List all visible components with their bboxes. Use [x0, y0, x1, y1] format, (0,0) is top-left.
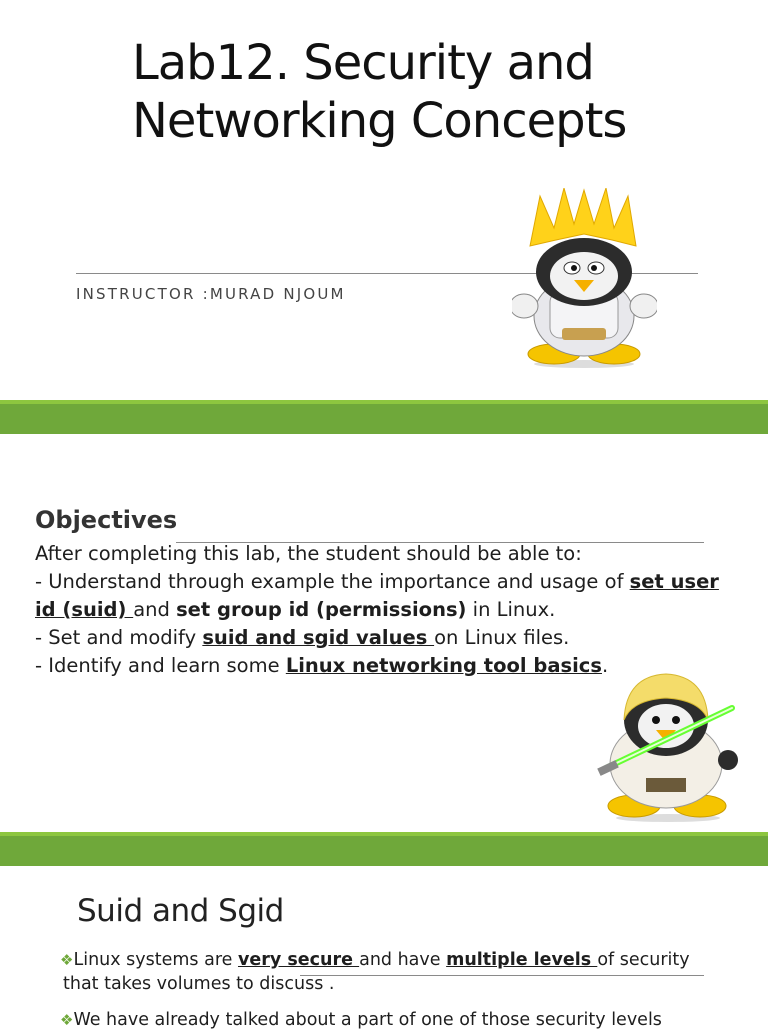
text: in Linux.: [466, 598, 556, 621]
emphasis-text: Linux networking tool basics: [285, 654, 602, 677]
divider: [300, 975, 704, 976]
bullet-item-2: [60, 1008, 662, 1032]
slide-separator-band: [0, 832, 768, 866]
text: .: [601, 654, 609, 677]
title-line-2: Networking Concepts: [132, 93, 627, 149]
emphasis-text: multiple levels: [446, 950, 598, 970]
bullet-item-1-continuation: that takes volumes to discuss .: [63, 974, 335, 994]
objective-line-4: [35, 652, 608, 680]
emphasis-text: set user: [629, 570, 719, 593]
bold-text: set group id (permissions): [176, 598, 467, 621]
super-saiyan-penguin-image: [512, 188, 657, 368]
text: - Understand through example the importance and usage of: [35, 570, 630, 593]
suid-sgid-heading: Suid and Sgid: [77, 893, 284, 929]
text: on Linux files.: [434, 626, 570, 649]
objective-line-2: [35, 596, 555, 624]
emphasis-text: suid and sgid values: [202, 626, 435, 649]
diamond-bullet-icon: ❖: [60, 1011, 74, 1029]
text: - Identify and learn some: [35, 654, 286, 677]
emphasis-text: very secure: [237, 950, 360, 970]
objective-line-3: [35, 624, 569, 652]
objectives-heading: Objectives: [35, 506, 178, 534]
text: and have: [359, 950, 447, 970]
bullet-item-1: [60, 948, 690, 972]
diamond-bullet-icon: ❖: [60, 951, 74, 969]
title-line-1: Lab12. Security and: [132, 35, 594, 91]
slide-title: [132, 34, 626, 150]
emphasis-text: id (suid): [35, 598, 134, 621]
text: Linux systems are: [73, 950, 238, 970]
text: - Set and modify: [35, 626, 203, 649]
objective-line-1: [35, 568, 719, 596]
text: of security: [597, 950, 690, 970]
jedi-penguin-image: [596, 668, 741, 823]
text: We have already talked about a part of one of those security levels: [73, 1010, 662, 1030]
slide-separator-band: [0, 400, 768, 434]
instructor-name: INSTRUCTOR :MURAD NJOUM: [76, 285, 346, 303]
text: and: [133, 598, 177, 621]
objectives-intro: After completing this lab, the student should be able to:: [35, 542, 582, 565]
